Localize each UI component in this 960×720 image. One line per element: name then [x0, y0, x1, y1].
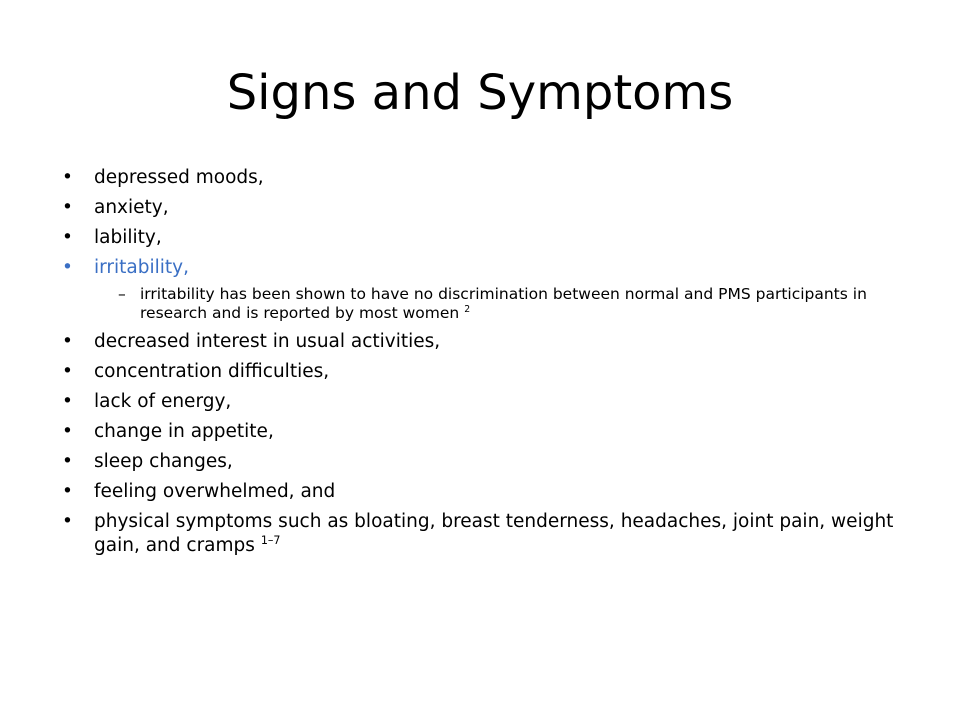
bullet-icon: • — [62, 421, 73, 442]
list-item — [62, 390, 922, 414]
bullet-icon: • — [62, 511, 73, 532]
bullet-icon: • — [62, 257, 73, 278]
list-item — [62, 330, 922, 354]
list-item-highlighted — [62, 256, 922, 280]
list-item-text: change in appetite, — [94, 421, 274, 442]
list-item — [62, 360, 922, 384]
sub-list-item — [62, 285, 922, 323]
list-item — [62, 510, 922, 558]
bullet-list — [62, 166, 922, 564]
list-item-text: lack of energy, — [94, 391, 232, 412]
list-item — [62, 480, 922, 504]
bullet-icon: • — [62, 331, 73, 352]
list-item — [62, 226, 922, 250]
list-item-text: physical symptoms such as bloating, breast tenderness, headaches, joint pain, weight gain, and cramps — [94, 511, 894, 556]
slide-title: Signs and Symptoms — [226, 65, 734, 121]
bullet-icon: • — [62, 451, 73, 472]
bullet-icon: • — [62, 197, 73, 218]
bullet-icon: • — [62, 227, 73, 248]
list-item — [62, 420, 922, 444]
dash-icon: – — [118, 285, 126, 303]
list-item-text: feeling overwhelmed, and — [94, 481, 336, 502]
list-item-text: lability, — [94, 227, 162, 248]
bullet-icon: • — [62, 361, 73, 382]
bullet-icon: • — [62, 481, 73, 502]
list-item — [62, 166, 922, 190]
list-item-text: irritability, — [94, 257, 190, 278]
citation-superscript: 2 — [464, 303, 471, 315]
list-item-text: sleep changes, — [94, 451, 233, 472]
list-item — [62, 450, 922, 474]
list-item-text: depressed moods, — [94, 167, 264, 188]
list-item-text: concentration difficulties, — [94, 361, 330, 382]
bullet-icon: • — [62, 391, 73, 412]
list-item-text: decreased interest in usual activities, — [94, 331, 441, 352]
bullet-icon: • — [62, 167, 73, 188]
list-item — [62, 196, 922, 220]
sub-list-item-text: irritability has been shown to have no discrimination between normal and PMS participants in research and is reported by most women — [140, 285, 867, 322]
list-item-text: anxiety, — [94, 197, 169, 218]
citation-superscript: 1–7 — [260, 533, 281, 547]
